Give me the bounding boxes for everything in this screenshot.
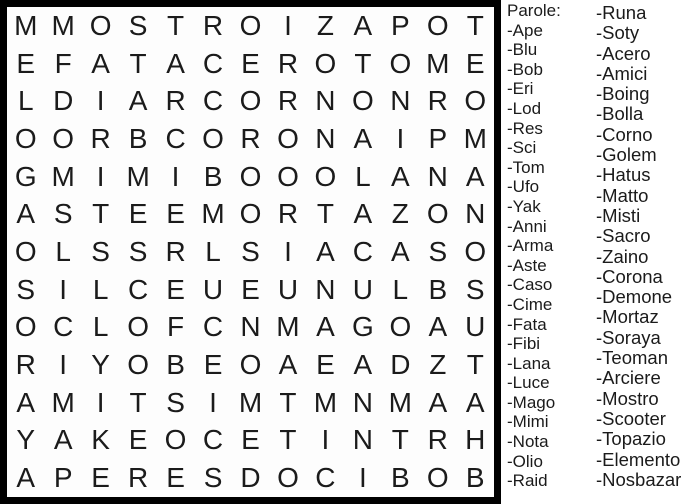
word-item: -Fibi [507,334,541,354]
word-item: -Nosbazar [596,468,682,490]
grid-cell-r12c7[interactable]: E [241,424,260,456]
grid-cell-r2c2[interactable]: F [54,47,72,79]
grid-cell-r11c3[interactable]: I [96,386,105,418]
grid-cell-r4c10[interactable]: A [353,122,373,154]
grid-cell-r5c5[interactable]: I [171,160,180,192]
grid-cell-r5c13[interactable]: A [465,160,485,192]
grid-cell-r13c12[interactable]: O [426,462,449,494]
word-item: -Fata [507,314,547,334]
grid-cell-r4c5[interactable]: C [165,122,186,154]
grid-cell-r6c2[interactable]: S [53,198,73,230]
grid-cell-r7c11[interactable]: A [390,235,410,267]
grid-cell-r11c6[interactable]: I [209,386,217,418]
grid-cell-r6c5[interactable]: E [166,198,185,230]
grid-cell-r5c6[interactable]: B [203,160,223,192]
word-item: -Bolla [596,103,644,125]
word-item: -Misti [596,204,641,226]
grid-cell-r4c4[interactable]: B [128,122,148,154]
grid-cell-r10c1[interactable]: R [15,349,36,381]
word-item: -Mago [507,392,556,412]
word-item: -Acero [596,42,651,64]
word-item: -Mimi [507,412,549,432]
grid-cell-r2c9[interactable]: O [314,47,337,79]
grid-cell-r7c9[interactable]: A [316,235,335,267]
word-list-panel [507,0,696,504]
word-item: -Demone [596,286,673,308]
grid-cell-r12c3[interactable]: K [91,424,110,456]
grid-cell-r13c9[interactable]: C [315,462,336,494]
grid-cell-r5c3[interactable]: I [96,160,105,192]
grid-cell-r1c1[interactable]: M [14,9,38,41]
grid-cell-r8c7[interactable]: E [241,273,260,305]
grid-cell-r10c11[interactable]: D [390,349,411,381]
grid-cell-r7c6[interactable]: L [205,235,221,267]
grid-cell-r12c8[interactable]: T [279,424,297,456]
word-item: -Runa [596,2,647,23]
grid-cell-r9c13[interactable]: U [465,311,486,343]
grid-cell-r9c10[interactable]: G [351,311,374,343]
grid-cell-r4c1[interactable]: O [14,122,37,154]
grid-cell-r5c2[interactable]: M [51,160,75,192]
grid-cell-r13c7[interactable]: D [240,462,261,494]
word-item: -Arma [507,236,554,256]
grid-cell-r7c2[interactable]: L [55,235,71,267]
grid-cell-r11c1[interactable]: A [16,386,36,418]
grid-cell-r9c2[interactable]: C [53,311,74,343]
word-item: -Ape [507,20,543,40]
word-item: -Soraya [596,326,661,348]
word-list-items-1 [507,21,596,491]
grid-cell-r13c1[interactable]: A [16,462,36,494]
word-item: -Lod [507,98,542,118]
word-item: -Hatus [596,164,651,186]
word-list-header: Parole: [507,1,561,20]
grid-cell-r10c5[interactable]: B [166,349,185,381]
grid-cell-r1c8[interactable]: I [284,9,292,41]
word-item: -Nota [507,432,549,452]
grid-cell-r13c3[interactable]: E [91,462,110,494]
grid-cell-r3c3[interactable]: I [96,85,105,117]
word-item: -Yak [507,196,541,216]
grid-cell-r3c5[interactable]: R [165,85,186,117]
grid-cell-r6c7[interactable]: O [239,198,262,230]
grid-cell-r10c3[interactable]: Y [91,349,110,381]
grid-cell-r2c5[interactable]: A [166,47,185,79]
grid-cell-r7c4[interactable]: S [128,235,148,267]
grid-cell-r9c3[interactable]: L [92,311,109,343]
grid-cell-r5c7[interactable]: O [239,160,262,192]
word-item: -Sacro [596,225,651,247]
word-item: -Corno [596,123,653,145]
grid-cell-r10c8[interactable]: A [278,349,298,381]
grid-cell-r4c3[interactable]: R [90,122,111,154]
grid-cell-r6c3[interactable]: T [92,198,110,230]
grid-cell-r2c12[interactable]: M [426,47,450,79]
grid-cell-r5c12[interactable]: N [427,160,448,192]
grid-cell-r3c7[interactable]: O [239,85,262,117]
grid-cell-r3c9[interactable]: N [315,85,336,117]
grid-cell-r8c5[interactable]: E [166,273,185,305]
grid-cell-r8c2[interactable]: I [59,273,68,305]
grid-cell-r4c6[interactable]: O [202,122,224,154]
word-item: -Mostro [596,387,659,409]
grid-cell-r3c6[interactable]: C [202,85,224,117]
grid-cell-r12c9[interactable]: I [321,424,330,456]
grid-cell-r1c9[interactable]: Z [316,9,334,41]
grid-cell-r2c10[interactable]: T [354,47,372,79]
grid-cell-r5c10[interactable]: L [355,160,371,192]
grid-cell-r7c3[interactable]: S [91,235,110,267]
grid-cell-r1c10[interactable]: A [353,9,373,41]
grid-cell-r10c10[interactable]: A [353,349,373,381]
grid-cell-r11c4[interactable]: T [129,386,147,418]
grid-cell-r13c4[interactable]: R [127,462,149,494]
grid-cell-r2c13[interactable]: E [465,47,485,79]
word-item: -Raid [507,471,548,491]
grid-cell-r10c13[interactable]: T [466,349,484,381]
grid-cell-r1c4[interactable]: S [128,9,148,41]
grid-cell-r4c9[interactable]: N [315,122,336,154]
grid-cell-r8c8[interactable]: U [277,273,299,305]
grid-cell-r9c1[interactable]: O [14,311,37,343]
grid-cell-r8c11[interactable]: L [392,273,409,305]
word-item: -Amici [596,62,648,84]
grid-cell-r8c6[interactable]: U [202,273,224,305]
grid-cell-r5c1[interactable]: G [14,160,37,192]
grid-cell-r6c6[interactable]: M [201,198,225,230]
grid-cell-r6c8[interactable]: R [277,198,299,230]
word-item: -Res [507,118,543,138]
grid-cell-r9c9[interactable]: A [316,311,335,343]
word-item: -Arciere [596,367,661,389]
grid-cell-r13c6[interactable]: S [203,462,223,494]
grid-cell-r13c11[interactable]: B [390,462,410,494]
word-item: -Soty [596,22,640,44]
word-item: -Olio [507,451,543,471]
grid-cell-r7c13[interactable]: O [464,235,487,267]
word-item: -Boing [596,83,650,105]
grid-cell-r9c6[interactable]: C [202,311,224,343]
grid-cell-r2c1[interactable]: E [16,47,36,79]
grid-cell-r8c13[interactable]: S [465,273,485,305]
grid-cell-r12c5[interactable]: O [164,424,187,456]
grid-cell-r12c2[interactable]: A [53,424,73,456]
grid-cell-r7c8[interactable]: I [284,235,292,267]
word-item: -Mortaz [596,306,659,328]
grid-cell-r7c5[interactable]: R [165,235,186,267]
grid-cell-r8c4[interactable]: C [127,273,149,305]
grid-cell-r13c2[interactable]: P [53,462,73,494]
grid-cell-r2c4[interactable]: T [129,47,147,79]
word-item: -Blu [507,40,538,60]
word-list-column-1 [507,0,596,504]
grid-cell-r4c12[interactable]: P [428,122,448,154]
grid-cell-r5c8[interactable]: O [277,160,299,192]
word-item: -Teoman [596,347,668,369]
word-item: -Zaino [596,245,649,267]
word-item: -Luce [507,373,550,393]
grid-cell-r10c6[interactable]: E [203,349,223,381]
grid-cell-r2c7[interactable]: E [241,47,260,79]
grid-cell-r12c10[interactable]: N [352,424,373,456]
grid-cell-r8c3[interactable]: L [92,273,109,305]
grid-cell-r8c10[interactable]: U [352,273,373,305]
grid-cell-r1c2[interactable]: M [51,9,75,41]
word-item: -Topazio [596,428,666,450]
grid-cell-r4c8[interactable]: O [277,122,299,154]
grid-cell-r8c9[interactable]: N [315,273,336,305]
grid-cell-r3c12[interactable]: R [427,85,448,117]
grid-cell-r3c11[interactable]: N [390,85,411,117]
grid-cell-r9c5[interactable]: F [167,311,185,343]
grid-cell-r12c12[interactable]: R [427,424,448,456]
grid-cell-r10c12[interactable]: Z [429,349,447,381]
grid-cell-r1c5[interactable]: T [167,9,185,41]
grid-cell-r11c11[interactable]: M [388,386,412,418]
grid-cell-r3c8[interactable]: R [277,85,299,117]
grid-cell-r1c7[interactable]: O [239,9,262,41]
grid-cell-r1c12[interactable]: O [426,9,449,41]
word-item: -Golem [596,144,657,166]
grid-cell-r11c5[interactable]: S [166,386,185,418]
grid-cell-r2c11[interactable]: O [389,47,412,79]
grid-cell-r3c4[interactable]: A [128,85,148,117]
word-item: -Eri [507,79,534,99]
word-item: -Matto [596,184,649,206]
grid-cell-r11c12[interactable]: A [428,386,448,418]
grid-cell-r13c13[interactable]: B [465,462,485,494]
word-item: -Elemento [596,448,681,470]
grid-cell-r9c11[interactable]: O [389,311,412,343]
grid-cell-r6c9[interactable]: T [316,198,334,230]
grid-cell-r12c4[interactable]: E [128,424,148,456]
grid-cell-r6c10[interactable]: A [353,198,373,230]
word-item: -Anni [507,216,547,236]
grid-cell-r12c11[interactable]: T [391,424,409,456]
grid-cell-r9c7[interactable]: N [240,311,261,343]
grid-cell-r2c6[interactable]: C [202,47,224,79]
grid-cell-r13c5[interactable]: E [166,462,185,494]
grid-cell-r9c8[interactable]: M [276,311,300,343]
grid-cell-r13c8[interactable]: O [277,462,299,494]
grid-cell-r6c13[interactable]: N [465,198,486,230]
grid-cell-r4c13[interactable]: M [463,122,487,154]
word-item: -Tom [507,157,545,177]
grid-cell-r1c3[interactable]: O [89,9,112,41]
grid-cell-r7c1[interactable]: O [14,235,37,267]
grid-cell-r10c9[interactable]: E [316,349,335,381]
grid-cell-r6c12[interactable]: O [426,198,449,230]
word-item: -Caso [507,275,553,295]
grid-cell-r11c10[interactable]: N [352,386,373,418]
grid-cell-r6c4[interactable]: E [128,198,148,230]
word-item: -Sci [507,138,537,158]
grid-cell-r12c6[interactable]: C [202,424,224,456]
grid-cell-r8c1[interactable]: S [16,273,36,305]
grid-cell-r4c11[interactable]: I [396,122,405,154]
word-item: -Bob [507,59,543,79]
grid-cell-r10c4[interactable]: O [127,349,149,381]
word-item: -Scooter [596,407,666,429]
grid-cell-r11c13[interactable]: A [465,386,485,418]
grid-cell-r1c6[interactable]: R [202,9,224,41]
word-item: -Corona [596,265,663,287]
grid-cell-r7c12[interactable]: S [428,235,448,267]
grid-cell-r3c1[interactable]: L [17,85,34,117]
grid-cell-r9c12[interactable]: A [428,311,448,343]
grid-cell-r5c4[interactable]: M [126,160,150,192]
grid-cell-r6c1[interactable]: A [16,198,36,230]
grid-cell-r4c7[interactable]: R [240,122,261,154]
grid-cell-r5c9[interactable]: O [314,160,337,192]
word-item: -Lana [507,353,551,373]
grid-cell-r11c7[interactable]: M [238,386,263,418]
word-item: -Aste [507,255,547,275]
word-item: -Cime [507,294,553,314]
grid-cell-r7c10[interactable]: C [352,235,373,267]
grid-cell-r2c8[interactable]: R [277,47,299,79]
grid-cell-r3c2[interactable]: D [53,85,74,117]
grid-cell-r12c1[interactable]: Y [16,424,36,456]
word-list-column-2 [596,0,696,504]
grid-cell-r2c3[interactable]: A [91,47,110,79]
grid-cell-r13c10[interactable]: I [358,462,367,494]
grid-cell-r3c10[interactable]: O [351,85,374,117]
grid-cell-r11c2[interactable]: M [51,386,75,418]
grid-cell-r1c11[interactable]: P [390,9,410,41]
grid-cell-r6c11[interactable]: Z [391,198,409,230]
grid-cell-r10c2[interactable]: I [59,349,68,381]
grid-cell-r7c7[interactable]: S [241,235,260,267]
grid-cell-r4c2[interactable]: O [52,122,75,154]
grid-cell-r10c7[interactable]: O [239,349,262,381]
grid-cell-r12c13[interactable]: H [465,424,486,456]
grid-cell-r3c13[interactable]: O [464,85,487,117]
grid-cell-r9c4[interactable]: O [127,311,149,343]
grid-cell-r8c12[interactable]: B [428,273,448,305]
grid-cell-r11c8[interactable]: T [279,386,297,418]
grid-cell-r5c11[interactable]: A [390,160,410,192]
word-item: -Ufo [507,177,540,197]
grid-cell-r11c9[interactable]: M [313,386,338,418]
grid-cell-r1c13[interactable]: T [466,9,484,41]
